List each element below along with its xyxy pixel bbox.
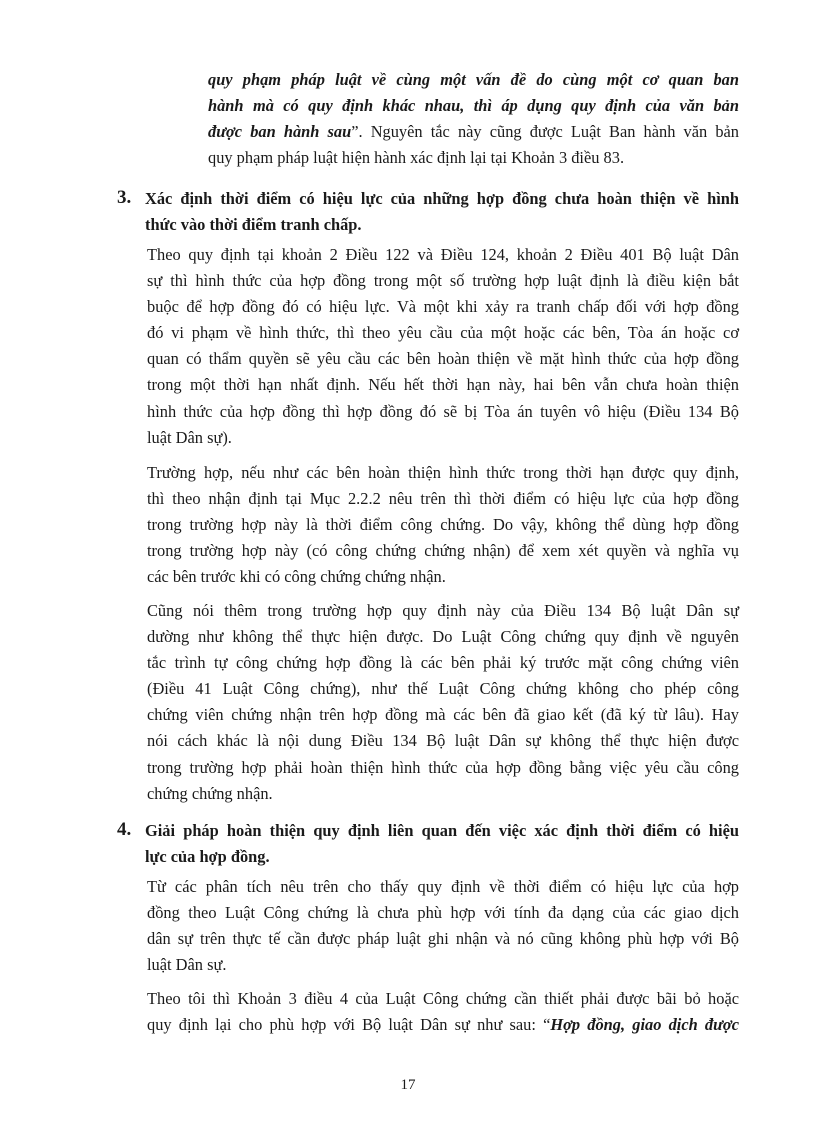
paragraph-line: buộc để hợp đồng đó có hiệu lực. Và một khi xảy ra tranh chấp đối với hợp đồng	[147, 297, 739, 317]
paragraph-line: tắc trình tự công chứng hợp đồng là các bên phải ký trước mặt công chứng viên	[147, 653, 739, 673]
emphasized-text: quy phạm pháp luật về cùng một vấn đề do cùng một cơ quan ban	[208, 70, 739, 89]
paragraph-line: dân sự trên thực tế cần được pháp luật ghi nhận và nó cũng không phù hợp với Bộ	[147, 929, 739, 949]
section-3-paragraph-1	[147, 242, 739, 451]
paragraph-line: hình thức của hợp đồng thì hợp đồng đó sẽ bị Tòa án tuyên vô hiệu (Điều 134 Bộ	[147, 401, 739, 421]
section-3-number: 3.	[117, 187, 132, 208]
paragraph-line: dường như không thể thực hiện được. Do Luật Công chứng quy định về nguyên	[147, 627, 739, 647]
paragraph-line	[208, 67, 739, 93]
section-4-number: 4.	[117, 819, 132, 840]
paragraph-line	[147, 986, 739, 1012]
section-4-title-line-2: lực của hợp đồng.	[145, 847, 270, 867]
text-run: quy định lại cho phù hợp với Bộ luật Dân sự như sau: “	[147, 1015, 551, 1035]
page-number: 17	[400, 1077, 416, 1093]
paragraph-line: trong trường hợp này là thời điểm công chứng. Do vậy, không thể dùng hợp đồng	[147, 515, 739, 535]
paragraph-line: các bên trước khi có công chứng chứng nhận.	[147, 567, 446, 587]
section-4-heading	[117, 818, 739, 870]
text-run: ”. Nguyên tắc này cũng được Luật Ban hành văn bản	[351, 122, 739, 142]
paragraph-line	[147, 1012, 739, 1038]
paragraph-line: nói cách khác là nội dung Điều 134 Bộ luật Dân sự không thể thực hiện được	[147, 731, 739, 751]
section-3-paragraph-2	[147, 460, 739, 590]
paragraph-line: chứng chứng nhận.	[147, 783, 273, 803]
paragraph-line: chứng viên chứng nhận trên hợp đồng mà các bên đã giao kết (đã ký từ lâu). Hay	[147, 705, 739, 725]
paragraph-line: Theo quy định tại khoản 2 Điều 122 và Điều 124, khoản 2 Điều 401 Bộ luật Dân	[147, 245, 739, 264]
paragraph-line: luật Dân sự.	[147, 955, 227, 975]
paragraph-line	[208, 145, 739, 171]
paragraph-line: trong một thời hạn nhất định. Nếu hết thời hạn này, hai bên vẫn chưa hoàn thiện	[147, 375, 739, 395]
section-4-title-line-1: Giải pháp hoàn thiện quy định liên quan đến việc xác định thời điểm có hiệu	[145, 821, 739, 840]
section-3-title-line-2: thức vào thời điểm tranh chấp.	[145, 215, 362, 235]
paragraph-line: trong trường hợp phải hoàn thiện hình thức của hợp đồng bằng việc yêu cầu công	[147, 757, 739, 777]
text-run: Theo tôi thì Khoản 3 điều 4 của Luật Công chứng cần thiết phải được bãi bỏ hoặc	[147, 989, 739, 1008]
paragraph-line: Trường hợp, nếu như các bên hoàn thiện hình thức trong thời hạn được quy định,	[147, 463, 739, 482]
paragraph-line: trong trường hợp này (có công chứng chứng nhận) để xem xét quyền và nghĩa vụ	[147, 541, 739, 561]
paragraph-line: đồng theo Luật Công chứng là chưa phù hợp với tính đa dạng của các giao dịch	[147, 903, 739, 923]
emphasized-text: hành mà có quy định khác nhau, thì áp dụng quy định của văn bản	[208, 96, 739, 116]
paragraph-line: đó vi phạm về hình thức, thì theo yêu cầu của một hoặc các bên, Tòa án hoặc cơ	[147, 323, 739, 343]
paragraph-line: (Điều 41 Luật Công chứng), như thế Luật Công chứng không cho phép công	[147, 679, 739, 699]
paragraph-line: thì theo nhận định tại Mục 2.2.2 nêu trên thì thời điểm có hiệu lực của hợp đồng	[147, 489, 739, 509]
section-4-paragraph-1	[147, 874, 739, 978]
section-4-paragraph-2	[147, 986, 739, 1038]
emphasized-text: Hợp đồng, giao dịch được	[550, 1015, 739, 1035]
paragraph-line: sự thì hình thức của hợp đồng trong một số trường hợp luật định là điều kiện bắt	[147, 271, 739, 291]
paragraph-line: luật Dân sự).	[147, 427, 232, 447]
paragraph-line	[208, 119, 739, 145]
paragraph-line: Từ các phân tích nêu trên cho thấy quy định về thời điểm có hiệu lực của hợp	[147, 877, 739, 896]
section-3-paragraph-3	[147, 598, 739, 807]
section-3-title-line-1: Xác định thời điểm có hiệu lực của những hợp đồng chưa hoàn thiện về hình	[145, 189, 739, 208]
paragraph-line: quan có thẩm quyền sẽ yêu cầu các bên hoàn thiện về mặt hình thức của hợp đồng	[147, 349, 739, 369]
paragraph-line	[208, 93, 739, 119]
emphasized-text: được ban hành sau	[208, 122, 352, 142]
intro-paragraph	[208, 67, 739, 171]
section-3-heading	[117, 186, 739, 238]
text-run: quy phạm pháp luật hiện hành xác định lại tại Khoản 3 điều 83.	[208, 148, 625, 168]
paragraph-line: Cũng nói thêm trong trường hợp quy định này của Điều 134 Bộ luật Dân sự	[147, 601, 739, 620]
